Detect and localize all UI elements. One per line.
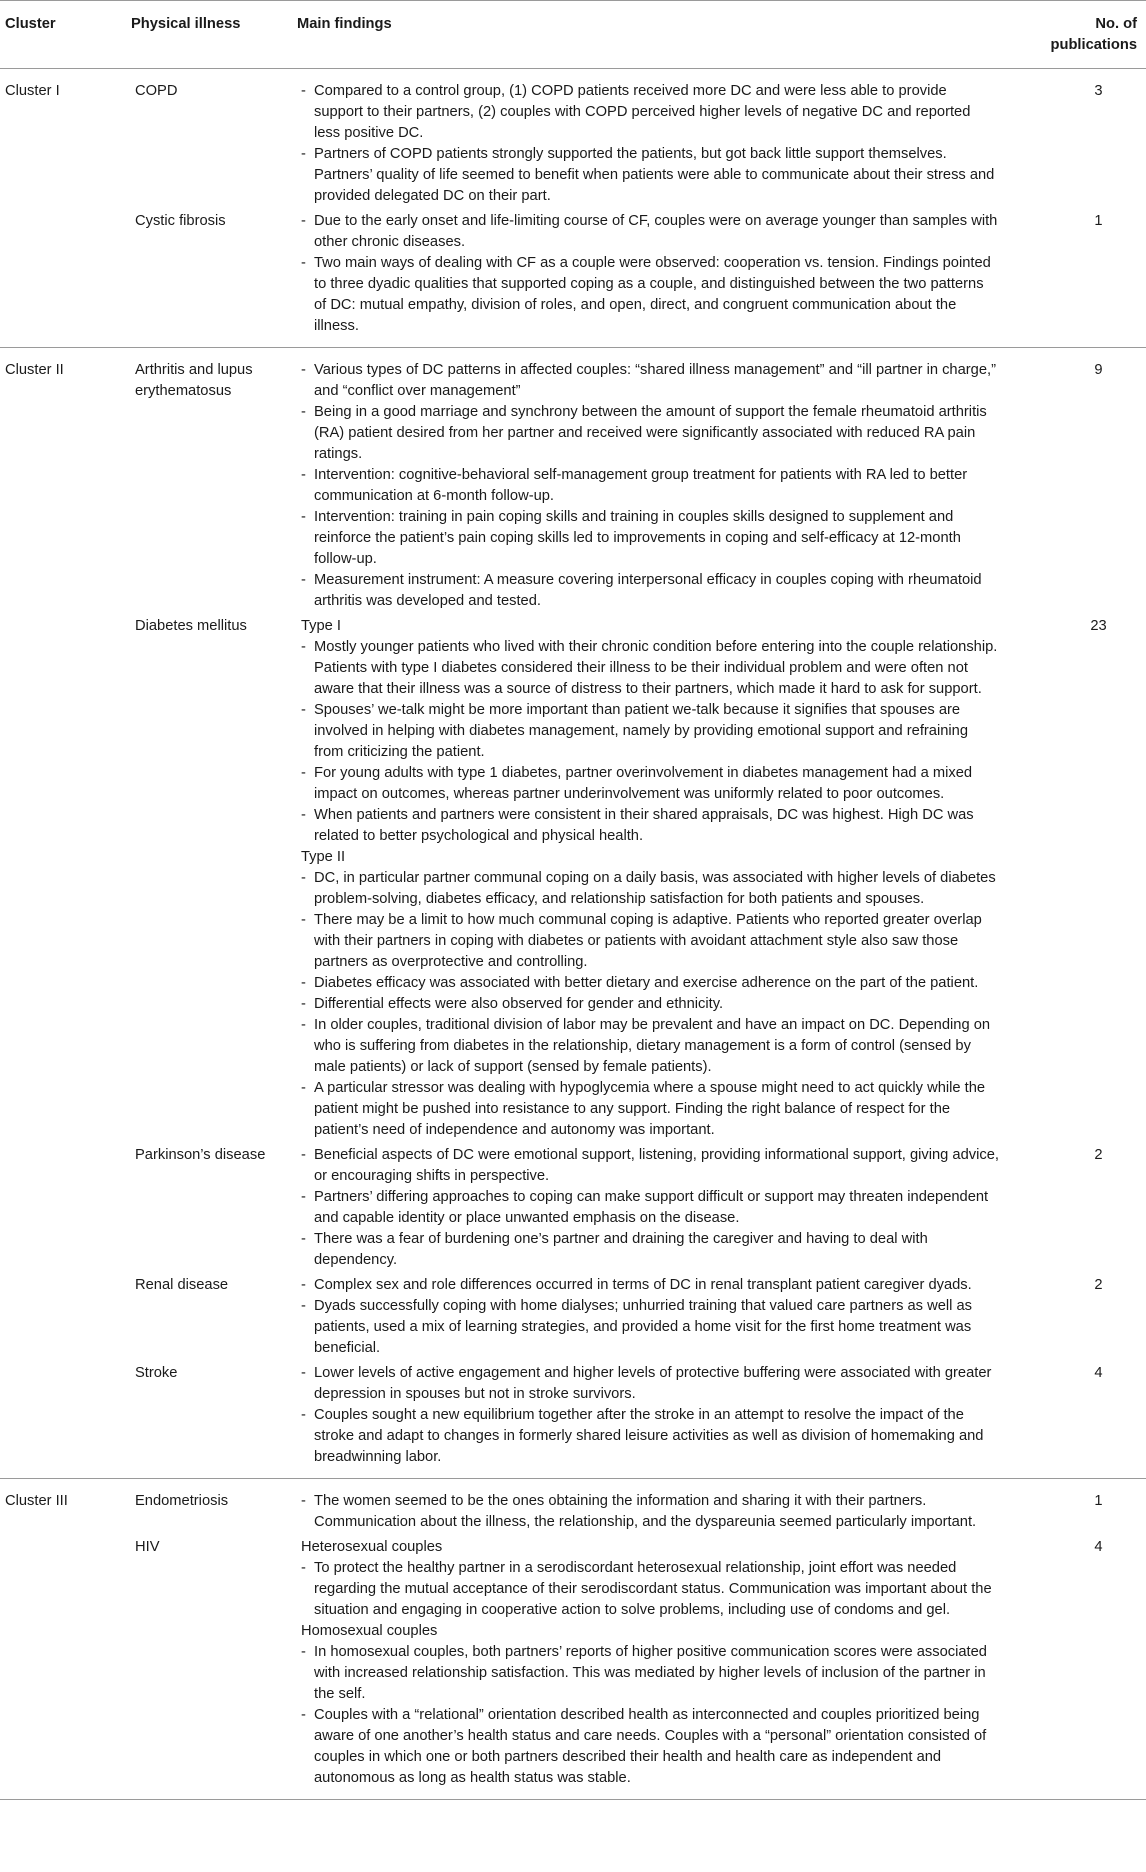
illness-cell: Parkinson’s disease (135, 1147, 266, 1163)
cluster-cell (0, 207, 131, 348)
finding-list (301, 1275, 999, 1359)
illness-cell: Endometriosis (131, 1479, 297, 1534)
finding-item: - Intervention: training in pain coping skills and training in couples skills designed to supplement and reinforce the patient’s pain coping skills led to improvements in coping and self-efficacy at 12-month follow-up. (301, 507, 999, 570)
header-findings: Main findings (297, 1, 1017, 69)
table-row (0, 1533, 1146, 1800)
finding-item: - Two main ways of dealing with CF as a couple were observed: cooperation vs. tension. Findings pointed to three dyadic qualities that supported coping as a couple, and distinguished between the two patterns of DC: mutual empathy, division of roles, and open, direct, and congruent communication about the illness. (301, 253, 999, 337)
finding-list (301, 1491, 999, 1533)
finding-item: - Measurement instrument: A measure covering interpersonal efficacy in couples coping with rheumatoid arthritis was developed and tested. (301, 570, 999, 612)
table-row (0, 69, 1146, 208)
publication-count: 2 (1094, 1147, 1103, 1163)
table-header (0, 1, 1146, 69)
finding-item: - In older couples, traditional division of labor may be prevalent and have an impact on DC. Depending on who is suffering from diabetes in the relationship, dietary management is a form of control (sensed by male patients) or lack of support (sensed by female patients). (301, 1015, 999, 1078)
publication-count: 23 (1090, 618, 1107, 634)
finding-item: - Partners of COPD patients strongly supported the patients, but got back little support themselves. Partners’ quality of life seemed to benefit when patients were able to communicate about their stress and provided delegated DC on their part. (301, 144, 999, 207)
finding-item: - Various types of DC patterns in affected couples: “shared illness management” and “ill partner in charge,” and “conflict over management” (301, 360, 999, 402)
finding-item: - To protect the healthy partner in a serodiscordant heterosexual relationship, joint effort was needed regarding the mutual acceptance of their serodiscordant status. Communication was important about the situation and engaging in cooperative action to solve problems, including use of condoms and gel. (301, 1558, 999, 1621)
findings-cell (297, 348, 1017, 613)
finding-list (301, 1145, 999, 1271)
cluster-group (0, 69, 1146, 348)
publication-count: 2 (1094, 1277, 1103, 1293)
finding-item: - A particular stressor was dealing with hypoglycemia where a spouse might need to act quickly while the patient might be pushed into resistance to any support. Finding the right balance of respect for the patient’s need of independence and autonomy was important. (301, 1078, 999, 1141)
table-row (0, 1479, 1146, 1534)
finding-item: - Being in a good marriage and synchrony between the amount of support the female rheumatoid arthritis (RA) patient desired from her partner and received were significantly associated with reduced RA pain ratings. (301, 402, 999, 465)
finding-list (301, 360, 999, 612)
cluster-group (0, 348, 1146, 1479)
illness-cell: Arthritis and lupus erythematosus (131, 348, 297, 613)
finding-list (301, 81, 999, 207)
finding-item: - Compared to a control group, (1) COPD patients received more DC and were less able to provide support to their partners, (2) couples with COPD perceived higher levels of negative DC and reported less positive DC. (301, 81, 999, 144)
publication-count: 4 (1017, 1533, 1146, 1800)
findings-cell (297, 1271, 1017, 1359)
table-row (0, 1141, 1146, 1271)
header-illness: Physical illness (131, 1, 297, 69)
finding-item: - There may be a limit to how much communal coping is adaptive. Patients who reported greater overlap with their partners in coping with diabetes or patients with avoidant attachment style also saw those partners as overprotective and controlling. (301, 910, 999, 973)
cluster-cell: Cluster III (0, 1479, 131, 1534)
cluster-cell (0, 1533, 131, 1800)
header-publication-count: No. of publications (1017, 1, 1146, 69)
table-row (0, 1271, 1146, 1359)
header-cluster: Cluster (0, 1, 131, 69)
finding-item: - In homosexual couples, both partners’ reports of higher positive communication scores were associated with increased relationship satisfaction. This was mediated by higher levels of inclusion of the partner in the self. (301, 1642, 999, 1705)
cluster-cell (0, 1141, 131, 1271)
cluster-cell (0, 1271, 131, 1359)
subgroup-label: Homosexual couples (301, 1623, 438, 1639)
finding-item: - Couples with a “relational” orientation described health as interconnected and couples prioritized being aware of one another’s health status and care needs. Couples with a “personal” orientation consisted of couples in which one or both partners described their health and health care as independent and autonomous as long as health status was stable. (301, 1705, 999, 1789)
finding-item: - Partners’ differing approaches to coping can make support difficult or support may threaten independent and capable identity or place unwanted emphasis on the disease. (301, 1187, 999, 1229)
publication-count: 9 (1017, 348, 1146, 613)
subgroup-label: Heterosexual couples (301, 1539, 443, 1555)
findings-cell (297, 612, 1017, 1141)
table-row (0, 348, 1146, 613)
cluster-cell (0, 1359, 131, 1479)
findings-cell (297, 1141, 1017, 1271)
subgroup-label: Type II (301, 849, 346, 865)
illness-cell: Stroke (135, 1365, 178, 1381)
findings-cell (297, 1533, 1017, 1800)
cluster-group (0, 1479, 1146, 1800)
finding-item: - Differential effects were also observed for gender and ethnicity. (301, 994, 999, 1015)
finding-list (301, 868, 999, 1141)
finding-list (301, 1363, 999, 1468)
findings-cell (297, 207, 1017, 348)
finding-list (301, 637, 999, 847)
finding-item: - DC, in particular partner communal coping on a daily basis, was associated with higher levels of diabetes problem-solving, diabetes efficacy, and relationship satisfaction for both patients and spouses. (301, 868, 999, 910)
finding-item: - Complex sex and role differences occurred in terms of DC in renal transplant patient caregiver dyads. (301, 1275, 999, 1296)
cluster-cell (0, 612, 131, 1141)
finding-item: - Dyads successfully coping with home dialyses; unhurried training that valued care partners as well as patients, used a mix of learning strategies, and provided a home visit for the first home treatment was beneficial. (301, 1296, 999, 1359)
illness-cell: HIV (131, 1533, 297, 1800)
findings-cell (297, 1479, 1017, 1534)
finding-item: - The women seemed to be the ones obtaining the information and sharing it with their partners. Communication about the illness, the relationship, and the dyspareunia seemed particularly important. (301, 1491, 999, 1533)
finding-item: - There was a fear of burdening one’s partner and draining the caregiver and having to deal with dependency. (301, 1229, 999, 1271)
illness-cell: COPD (131, 69, 297, 208)
finding-list (301, 211, 999, 337)
illness-cell: Diabetes mellitus (135, 618, 247, 634)
finding-list (301, 1558, 999, 1621)
finding-item: - Beneficial aspects of DC were emotional support, listening, providing informational support, giving advice, or encouraging shifts in perspective. (301, 1145, 999, 1187)
findings-cell (297, 1359, 1017, 1479)
finding-item: - Due to the early onset and life-limiting course of CF, couples were on average younger than samples with other chronic diseases. (301, 211, 999, 253)
publication-count: 1 (1017, 1479, 1146, 1534)
finding-item: - Intervention: cognitive-behavioral self-management group treatment for patients with RA led to better communication at 6-month follow-up. (301, 465, 999, 507)
publication-count: 3 (1017, 69, 1146, 208)
finding-item: - Mostly younger patients who lived with their chronic condition before entering into the couple relationship. Patients with type I diabetes considered their illness to be their individual problem and were often not aware that their illness was a source of distress to their partners, which made it hard to ask for support. (301, 637, 999, 700)
findings-cell (297, 69, 1017, 208)
table-row (0, 207, 1146, 348)
finding-item: - When patients and partners were consistent in their shared appraisals, DC was highest. High DC was related to better psychological and physical health. (301, 805, 999, 847)
illness-cell: Renal disease (135, 1277, 229, 1293)
finding-item: - Lower levels of active engagement and higher levels of protective buffering were associated with greater depression in spouses but not in stroke survivors. (301, 1363, 999, 1405)
finding-item: - For young adults with type 1 diabetes, partner overinvolvement in diabetes management had a mixed impact on outcomes, whereas partner underinvolvement was uniformly related to poor outcomes. (301, 763, 999, 805)
subgroup-label: Type I (301, 618, 342, 634)
table-row (0, 1359, 1146, 1479)
publication-count: 4 (1094, 1365, 1103, 1381)
illness-cell: Cystic fibrosis (135, 213, 226, 229)
finding-item: - Spouses’ we-talk might be more important than patient we-talk because it signifies that spouses are involved in helping with diabetes management, namely by providing emotional support and refraining from criticizing the patient. (301, 700, 999, 763)
table-row (0, 612, 1146, 1141)
publication-count: 1 (1094, 213, 1103, 229)
finding-item: - Diabetes efficacy was associated with better dietary and exercise adherence on the part of the patient. (301, 973, 999, 994)
cluster-cell: Cluster I (0, 69, 131, 208)
finding-item: - Couples sought a new equilibrium together after the stroke in an attempt to resolve the impact of the stroke and adapt to changes in formerly shared leisure activities as well as division of homemaking and breadwinning labor. (301, 1405, 999, 1468)
cluster-cell: Cluster II (0, 348, 131, 613)
finding-list (301, 1642, 999, 1789)
